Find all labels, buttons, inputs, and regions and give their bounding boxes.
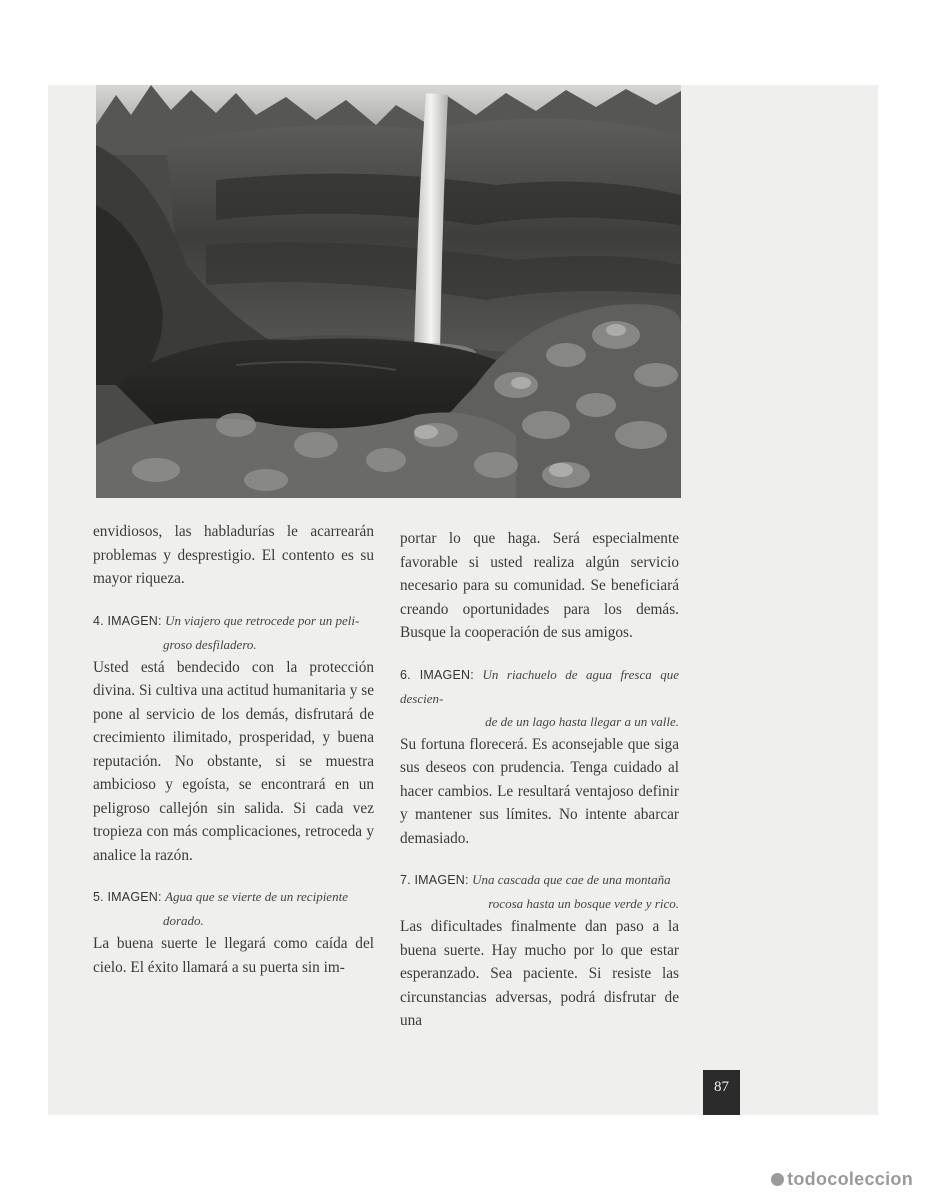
heading-item-6: [400, 663, 679, 733]
item-4-text: Usted está bendecido con la protección divina. Si cultiva una actitud humanitaria y se pone al servicio de los demás, disfrutará de crecimiento ilimitado, prosperidad, y buena reputación. No obstante, si se muestra ambicioso y egoísta, se encontrará en un peligroso callejón sin salida. Si cada vez tropieza con más complicaciones, retroceda y analice la razón.: [93, 658, 374, 864]
heading-item-5: [93, 885, 374, 932]
item-5-text: La buena suerte le llegará como caída del cielo. El éxito llamará a su puerta sin im-: [93, 935, 374, 976]
paragraph-intro-left: envidiosos, las habladurías le acarrearán problemas y desprestigio. El contento es su mayor riqueza.: [93, 523, 374, 587]
waterfall-photo: [96, 85, 681, 498]
item-6-text: Su fortuna florecerá. Es aconsejable que siga sus deseos con prudencia. Tenga cuidado al hacer cambios. Le resultará ventajoso definir y mantener sus límites. No intente abarcar demasiado.: [400, 735, 679, 847]
item-6-description-line1: Un riachuelo de agua fresca que descien-: [400, 666, 679, 706]
item-6-description-line2: de de un lago hasta llegar a un valle.: [485, 713, 679, 729]
paragraph-intro-right: portar lo que haga. Será especialmente favorable si usted realiza algún servicio necesario para su comunidad. Se beneficiará creando oportunidades para los demás. Busque la cooperación de sus amigos.: [400, 530, 679, 641]
heading-item-4: [93, 609, 374, 656]
watermark-text: todocoleccion: [787, 1169, 913, 1189]
page-number: 87: [703, 1070, 740, 1115]
item-7-description-line1: Una cascada que cae de una montaña: [472, 872, 671, 887]
item-5-description-line2: dorado.: [163, 913, 204, 928]
watermark-logo-icon: [771, 1173, 784, 1186]
heading-item-7: [400, 868, 679, 915]
text-column-right: [400, 527, 679, 1033]
item-4-description-line2: groso desfiladero.: [163, 636, 257, 652]
item-4-description-line1: Un viajero que retrocede por un peli-: [165, 612, 360, 628]
item-7-label: 7. IMAGEN:: [400, 873, 469, 887]
text-column-left: [93, 520, 374, 979]
item-7-text: Las dificultades finalmente dan paso a la buena suerte. Hay mucho por lo que estar esperanzado. Sea paciente. Si resiste las circunstancias adversas, podrá disfrutar de una: [400, 918, 679, 1029]
item-5-label: 5. IMAGEN:: [93, 890, 162, 904]
item-6-label: 6. IMAGEN:: [400, 667, 474, 682]
item-5-description-line1: Agua que se vierte de un recipiente: [165, 889, 348, 904]
watermark: [771, 1169, 913, 1190]
item-4-label: 4. IMAGEN:: [93, 613, 162, 628]
item-7-description-line2: rocosa hasta un bosque verde y rico.: [488, 896, 679, 911]
